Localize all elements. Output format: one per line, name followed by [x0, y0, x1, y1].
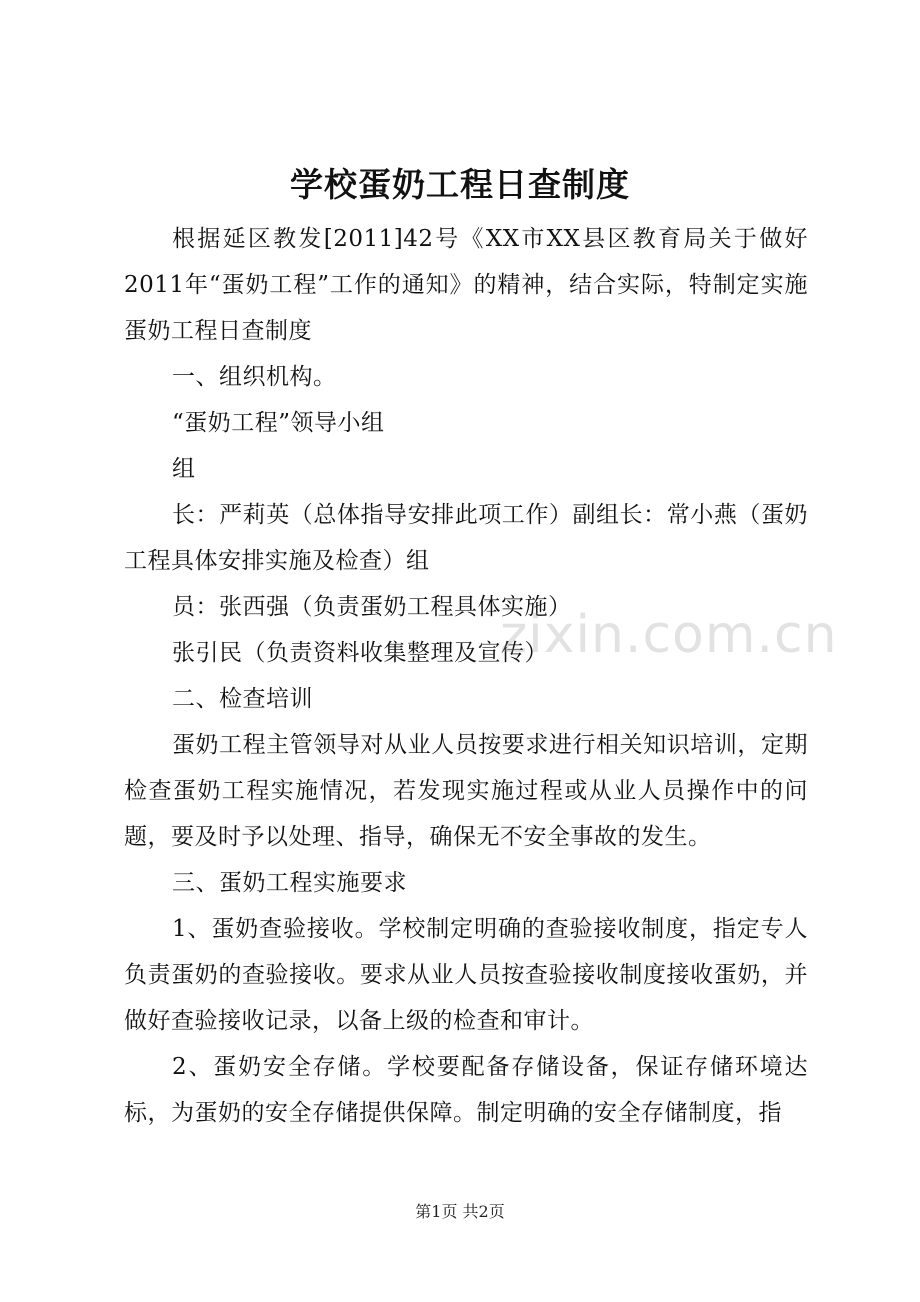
document-title: 学校蛋奶工程日查制度: [290, 165, 630, 204]
paragraph-requirement-2: 2、蛋奶安全存储。学校要配备存储设备，保证存储环境达标，为蛋奶的安全存储提供保障。制定明确的安全存储制度，指: [124, 1054, 808, 1126]
document-body: [124, 216, 808, 1136]
section-heading-requirements: 三、蛋奶工程实施要求: [172, 870, 407, 896]
paragraph-training: 蛋奶工程主管领导对从业人员按要求进行相关知识培训，定期检查蛋奶工程实施情况，若发现实施过程或从业人员操作中的问题，要及时予以处理、指导，确保无不安全事故的发生。: [124, 732, 808, 850]
paragraph-leadership-group: “蛋奶工程”领导小组: [172, 410, 385, 436]
paragraph-requirement-1: 1、蛋奶查验接收。学校制定明确的查验接收制度，指定专人负责蛋奶的查验接收。要求从业人员按查验接收制度接收蛋奶，并做好查验接收记录，以备上级的检查和审计。: [124, 916, 808, 1034]
paragraph-member-2: 张引民（负责资料收集整理及宣传）: [172, 640, 548, 666]
paragraph-group-leaders: 长：严莉英（总体指导安排此项工作）副组长：常小燕（蛋奶工程具体安排实施及检查）组: [124, 502, 808, 574]
paragraph-member-1: 员：张西强（负责蛋奶工程具体实施）: [172, 594, 572, 620]
watermark: zixin.com.cn: [500, 605, 838, 665]
section-heading-training: 二、检查培训: [172, 686, 313, 712]
paragraph-intro: 根据延区教发[2011]42号《XX市XX县区教育局关于做好2011年“蛋奶工程”工作的通知》的精神，结合实际，特制定实施蛋奶工程日查制度: [124, 226, 808, 344]
page-footer: 第1页 共2页: [415, 1202, 505, 1221]
section-heading-organization: 一、组织机构。: [172, 364, 337, 390]
paragraph-group-label: 组: [172, 456, 196, 482]
